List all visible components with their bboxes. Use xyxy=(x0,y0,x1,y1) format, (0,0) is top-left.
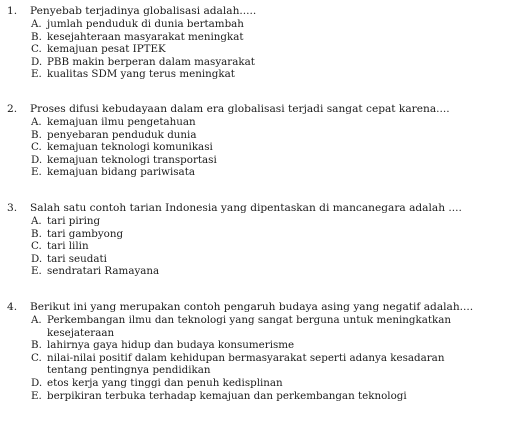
option-letter: C. xyxy=(31,351,42,364)
option-text: tari seudati xyxy=(47,252,107,265)
option-text: nilai-nilai positif dalam kehidupan bermasyarakat seperti adanya kesadaran xyxy=(47,351,445,364)
option-text: berpikiran terbuka terhadap kemajuan dan perkembangan teknologi xyxy=(47,389,407,402)
option-b xyxy=(0,129,526,142)
option-b xyxy=(0,31,526,44)
option-letter: B. xyxy=(31,128,42,141)
option-text: kemajuan bidang pariwisata xyxy=(47,166,195,179)
option-e xyxy=(0,166,526,179)
option-c-continuation xyxy=(0,364,526,377)
option-letter: A. xyxy=(31,215,42,227)
option-a xyxy=(0,116,526,129)
option-letter: D. xyxy=(31,55,43,68)
option-c xyxy=(0,240,526,253)
option-text: kemajuan teknologi transportasi xyxy=(47,153,217,166)
option-text: etos kerja yang tinggi dan penuh kedisplinan xyxy=(47,376,283,389)
question-number: 2. xyxy=(7,103,18,115)
option-text: kemajuan teknologi komunikasi xyxy=(47,141,213,154)
option-a xyxy=(0,314,526,327)
option-letter: B. xyxy=(31,339,42,352)
option-c xyxy=(0,141,526,154)
option-letter: A. xyxy=(31,314,42,326)
option-e xyxy=(0,390,526,403)
question-number: 1. xyxy=(7,5,18,17)
option-letter: D. xyxy=(31,153,43,166)
question-number: 4. xyxy=(7,301,18,313)
option-d xyxy=(0,377,526,390)
option-a-continuation xyxy=(0,327,526,340)
option-text: kualitas SDM yang terus meningkat xyxy=(47,68,235,81)
option-letter: E. xyxy=(31,68,42,81)
option-a xyxy=(0,215,526,228)
question-text: Salah satu contoh tarian Indonesia yang dipentaskan di mancanegara adalah .... xyxy=(30,202,462,214)
question-text: Penyebab terjadinya globalisasi adalah..... xyxy=(30,5,257,17)
option-letter: D. xyxy=(31,252,43,265)
option-text: kemajuan pesat IPTEK xyxy=(47,43,166,56)
option-letter: C. xyxy=(31,240,42,253)
option-letter: B. xyxy=(31,227,42,240)
option-letter: E. xyxy=(31,389,42,402)
option-c xyxy=(0,43,526,56)
option-text: lahirnya gaya hidup dan budaya konsumerisme xyxy=(47,339,295,352)
option-text: tari piring xyxy=(47,215,101,227)
option-text: jumlah penduduk di dunia bertambah xyxy=(47,18,244,30)
option-text: tari lilin xyxy=(47,240,89,253)
option-text: tari gambyong xyxy=(47,227,124,240)
option-text: kesejahteraan masyarakat meningkat xyxy=(47,30,244,43)
option-e xyxy=(0,68,526,81)
option-b xyxy=(0,339,526,352)
question-1 xyxy=(0,4,526,81)
question-number: 3. xyxy=(7,202,18,214)
option-b xyxy=(0,228,526,241)
option-d xyxy=(0,56,526,69)
option-letter: E. xyxy=(31,166,42,179)
option-letter: E. xyxy=(31,265,42,278)
option-letter: C. xyxy=(31,43,42,56)
option-text: tentang pentingnya pendidikan xyxy=(47,364,211,377)
option-text: Perkembangan ilmu dan teknologi yang sangat berguna untuk meningkatkan xyxy=(47,314,452,326)
option-text: kesejateraan xyxy=(47,326,115,339)
option-letter: D. xyxy=(31,376,43,389)
question-text: Berikut ini yang merupakan contoh pengaruh budaya asing yang negatif adalah.... xyxy=(30,301,474,313)
option-letter: C. xyxy=(31,141,42,154)
question-2 xyxy=(0,102,526,179)
option-d xyxy=(0,253,526,266)
option-text: penyebaran penduduk dunia xyxy=(47,128,197,141)
option-e xyxy=(0,265,526,278)
question-3 xyxy=(0,201,526,278)
option-c xyxy=(0,352,526,365)
option-text: PBB makin berperan dalam masyarakat xyxy=(47,55,255,68)
question-4 xyxy=(0,300,526,402)
option-letter: B. xyxy=(31,30,42,43)
option-text: kemajuan ilmu pengetahuan xyxy=(47,116,196,128)
question-text: Proses difusi kebudayaan dalam era globalisasi terjadi sangat cepat karena.... xyxy=(30,103,450,115)
option-d xyxy=(0,154,526,167)
option-text: sendratari Ramayana xyxy=(47,265,160,278)
option-letter: A. xyxy=(31,116,42,128)
option-letter: A. xyxy=(31,18,42,30)
option-a xyxy=(0,18,526,31)
